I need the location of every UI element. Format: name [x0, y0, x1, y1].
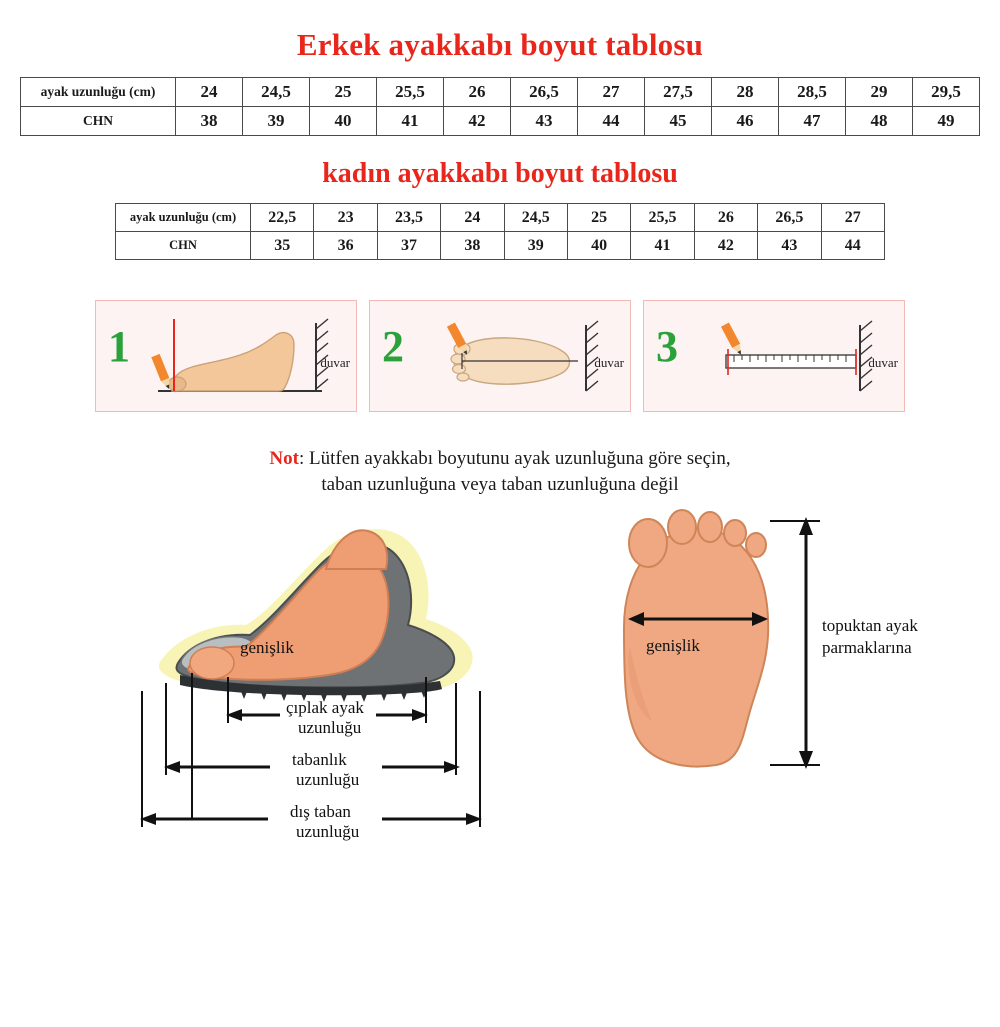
foot-side-measure-icon [144, 305, 344, 409]
step-2-number: 2 [382, 322, 404, 371]
men-row0-cell-2: 25 [310, 78, 377, 107]
women-row1-cell-8: 43 [758, 232, 821, 260]
foot-measurement-diagrams [0, 507, 1000, 907]
men-row1-cell-8: 46 [712, 107, 779, 136]
measure-steps [0, 300, 1000, 412]
women-row0-cell-9: 27 [821, 204, 884, 232]
men-row1-label: CHN [21, 107, 176, 136]
men-size-table [20, 77, 980, 136]
step-2-wall-label: duvar [594, 355, 624, 370]
men-row1-cell-9: 47 [779, 107, 846, 136]
women-row1-label: CHN [116, 232, 251, 260]
women-row1-cell-4: 39 [504, 232, 567, 260]
measure3-line1: dış taban [290, 802, 351, 822]
men-row0-cell-4: 26 [444, 78, 511, 107]
men-row0-label: ayak uzunluğu (cm) [21, 78, 176, 107]
men-row0-cell-9: 28,5 [779, 78, 846, 107]
women-row1-cell-7: 42 [694, 232, 757, 260]
women-row1-cell-2: 37 [377, 232, 440, 260]
women-row0-cell-5: 25 [567, 204, 630, 232]
women-row0-cell-6: 25,5 [631, 204, 694, 232]
men-row1-cell-7: 45 [645, 107, 712, 136]
men-row0-cell-7: 27,5 [645, 78, 712, 107]
men-row0-cell-10: 29 [846, 78, 913, 107]
men-row0-cell-5: 26,5 [511, 78, 578, 107]
men-row0-cell-8: 28 [712, 78, 779, 107]
women-row1-cell-3: 38 [441, 232, 504, 260]
foot-top-measure-icon [418, 305, 618, 409]
heel-to-toe-dimension [770, 517, 918, 769]
men-row0-cell-0: 24 [176, 78, 243, 107]
men-row1-cell-2: 40 [310, 107, 377, 136]
women-row0-cell-8: 26,5 [758, 204, 821, 232]
women-row0-label: ayak uzunluğu (cm) [116, 204, 251, 232]
women-row0-cell-0: 22,5 [251, 204, 314, 232]
women-row0-cell-7: 26 [694, 204, 757, 232]
men-row1-cell-11: 49 [913, 107, 980, 136]
measure3-line2: uzunluğu [296, 822, 360, 842]
men-row0-cell-1: 24,5 [243, 78, 310, 107]
note-keyword: Not [269, 448, 299, 469]
men-row1-cell-6: 44 [578, 107, 645, 136]
men-row1-cell-10: 48 [846, 107, 913, 136]
men-row0-cell-11: 29,5 [913, 78, 980, 107]
women-row1-cell-6: 41 [631, 232, 694, 260]
women-row0-cell-2: 23,5 [377, 204, 440, 232]
sole-height-line2: parmaklarına [822, 638, 912, 658]
men-row0-cell-3: 25,5 [377, 78, 444, 107]
measure2-line2: uzunluğu [296, 770, 360, 790]
ruler-measure-icon [692, 305, 892, 409]
step-3-number: 3 [656, 322, 678, 371]
measure-step-1 [95, 300, 357, 412]
women-row1-cell-1: 36 [314, 232, 377, 260]
women-row0-cell-3: 24 [441, 204, 504, 232]
men-row1-cell-4: 42 [444, 107, 511, 136]
measure1-line2: uzunluğu [298, 718, 362, 738]
women-row1-cell-0: 35 [251, 232, 314, 260]
women-row1-cell-9: 44 [821, 232, 884, 260]
note-text [0, 446, 1000, 497]
table-row [21, 78, 980, 107]
sole-height-line1: topuktan ayak [822, 616, 918, 636]
women-size-table [115, 203, 885, 260]
step-1-number: 1 [108, 322, 130, 371]
measure2-line1: tabanlık [292, 750, 347, 770]
women-row0-cell-4: 24,5 [504, 204, 567, 232]
table-row [21, 107, 980, 136]
side-width-label: genişlik [240, 638, 294, 658]
note-line-1: : Lütfen ayakkabı boyutunu ayak uzunluğuna göre seçin, [298, 448, 731, 469]
step-3-wall-label: duvar [868, 355, 898, 370]
men-row1-cell-0: 38 [176, 107, 243, 136]
table-row [116, 232, 885, 260]
men-row0-cell-6: 27 [578, 78, 645, 107]
men-row1-cell-5: 43 [511, 107, 578, 136]
sole-width-label: genişlik [646, 636, 700, 656]
measure-step-3 [643, 300, 905, 412]
men-size-chart-title: Erkek ayakkabı boyut tablosu [296, 27, 704, 62]
bare-foot-length-dimension [226, 698, 428, 737]
table-row [116, 204, 885, 232]
women-row0-cell-1: 23 [314, 204, 377, 232]
measure-step-2 [369, 300, 631, 412]
foot-sole-view-diagram [590, 507, 930, 797]
women-row1-cell-5: 40 [567, 232, 630, 260]
note-line-2: taban uzunluğuna veya taban uzunluğuna değil [321, 473, 679, 495]
insole-length-dimension [164, 750, 460, 789]
men-row1-cell-1: 39 [243, 107, 310, 136]
measure1-line1: çıplak ayak [286, 698, 364, 718]
men-row1-cell-3: 41 [377, 107, 444, 136]
step-1-wall-label: duvar [320, 355, 350, 370]
foot-side-view-diagram [120, 507, 540, 847]
women-size-chart-title: kadın ayakkabı boyut tablosu [322, 158, 678, 189]
